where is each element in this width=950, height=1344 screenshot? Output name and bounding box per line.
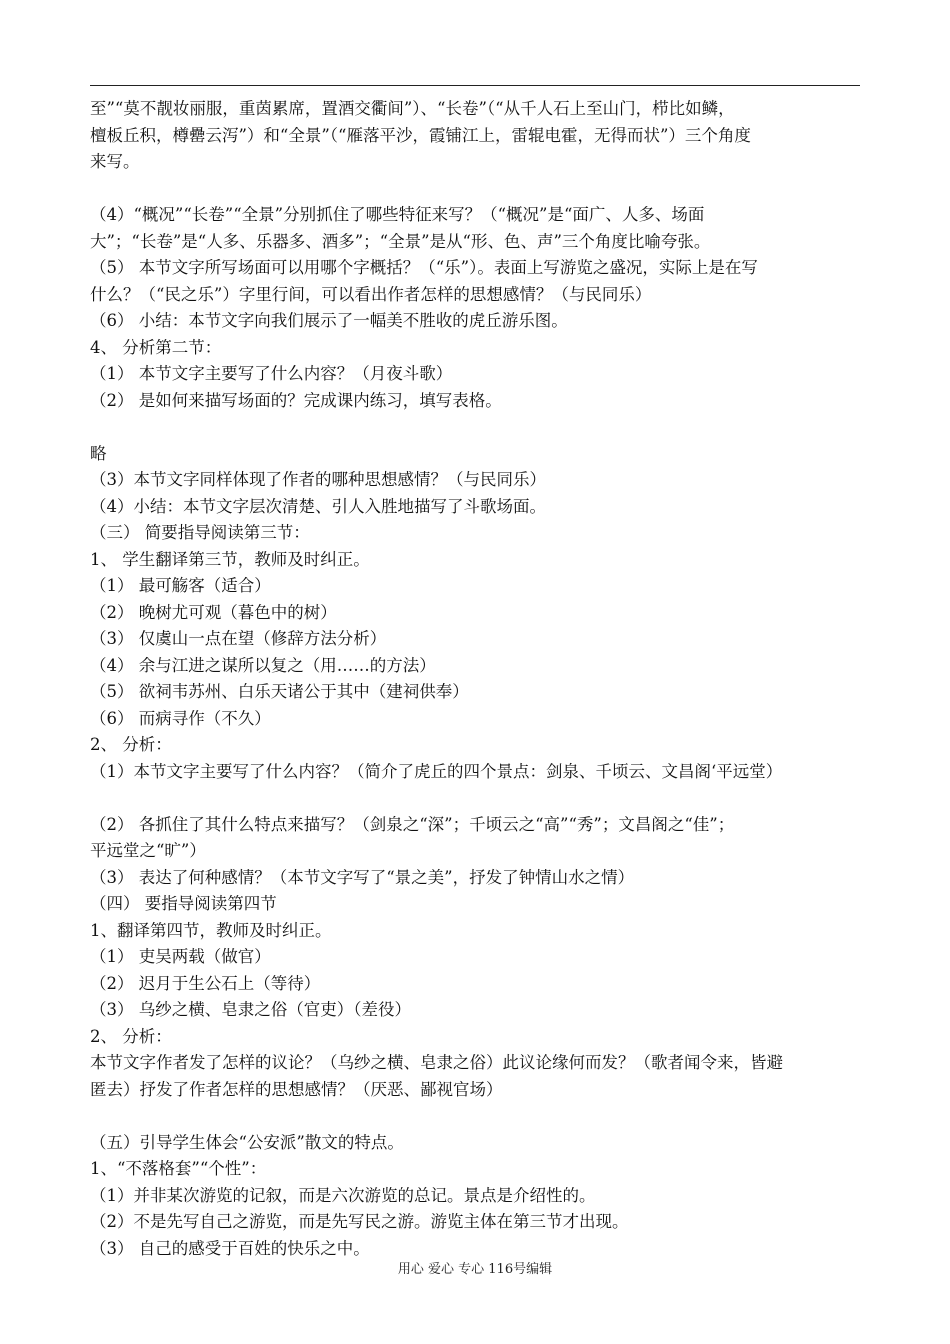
blank-line <box>90 414 860 441</box>
text-line: 至”“莫不靓妆丽服，重茵累席，置酒交衢间”）、“长卷”（“从千人石上至山门，栉比如鳞， <box>90 99 735 118</box>
text-line: （3） 自己的感受于百姓的快乐之中。 <box>90 1238 370 1258</box>
text-line: 2、 分析： <box>90 1026 172 1046</box>
text-line: （4）小结：本节文字层次清楚、引人入胜地描写了斗歌场面。 <box>90 496 546 516</box>
header-rule <box>90 85 860 86</box>
text-line: （1） 本节文字主要写了什么内容？（月夜斗歌） <box>90 364 453 383</box>
text-line: （2） 迟月于生公石上（等待） <box>90 973 321 993</box>
text-line: （6） 小结：本节文字向我们展示了一幅美不胜收的虎丘游乐图。 <box>90 311 568 330</box>
text-line: （5） 欲祠韦苏州、白乐天诸公于其中（建祠供奉） <box>90 682 469 701</box>
text-line: （2） 是如何来描写场面的？完成课内练习，填写表格。 <box>90 390 502 410</box>
text-line: 大”；“长卷”是“人多、乐器多、酒多”；“全景”是从“形、色、声”三个角度比喻夸张。 <box>90 231 711 251</box>
text-line: （2） 晚树尤可观（暮色中的树） <box>90 602 337 622</box>
text-line: （3） 乌纱之横、皂隶之俗（官吏）（差役） <box>90 1000 411 1019</box>
text-line: 本节文字作者发了怎样的议论？（乌纱之横、皂隶之俗）此议论缘何而发？（歌者闻令来，皆避 <box>90 1053 783 1072</box>
text-line: （五）引导学生体会“公安派”散文的特点。 <box>90 1132 404 1152</box>
text-line: （1） 吏吴两载（做官） <box>90 947 271 966</box>
text-line: 匿去）抒发了作者怎样的思想感情？（厌恶、鄙视官场） <box>90 1079 503 1099</box>
text-line: （四） 要指导阅读第四节 <box>90 894 277 913</box>
text-line: 1、“不落格套”“个性”： <box>90 1159 267 1178</box>
text-line: （2） 各抓住了其什么特点来描写？（剑泉之“深”；千顷云之“高”“秀”；文昌阁之“佳”； <box>90 814 735 834</box>
blank-line <box>90 785 860 812</box>
blank-line <box>90 176 860 203</box>
text-line: 略 <box>90 443 107 463</box>
text-line: 来写。 <box>90 152 140 171</box>
text-line: （2）不是先写自己之游览，而是先写民之游。游览主体在第三节才出现。 <box>90 1212 629 1231</box>
text-line: （1）并非某次游览的记叙，而是六次游览的总记。景点是介绍性的。 <box>90 1185 596 1205</box>
text-line: 什么？（“民之乐”）字里行间，可以看出作者怎样的思想感情？（与民同乐） <box>90 284 652 304</box>
text-line: （4）“概况”“长卷”“全景”分别抓住了哪些特征来写？（“概况”是“面广、人多、场面 <box>90 205 705 224</box>
text-line: 1、翻译第四节，教师及时纠正。 <box>90 920 332 940</box>
text-line: （5） 本节文字所写场面可以用哪个字概括？（“乐”）。表面上写游览之盛况，实际上是在写 <box>90 258 758 277</box>
text-line: 4、 分析第二节： <box>90 337 222 357</box>
text-line: （3） 表达了何种感情？（本节文字写了“景之美”，抒发了钟情山水之情） <box>90 867 635 887</box>
text-line: 平远堂之“旷”） <box>90 841 206 860</box>
text-line: 檀板丘积，樽罍云泻”）和“全景”（“雁落平沙，霞铺江上，雷辊电霍，无得而状”）三个角度 <box>90 125 751 145</box>
text-line: 2、 分析： <box>90 735 172 754</box>
blank-line <box>90 1103 860 1130</box>
text-line: （3）本节文字同样体现了作者的哪种思想感情？（与民同乐） <box>90 470 546 489</box>
text-line: 1、 学生翻译第三节，教师及时纠正。 <box>90 549 370 569</box>
text-line: （1）本节文字主要写了什么内容？（简介了虎丘的四个景点：剑泉、千顷云、文昌阁‘平远堂） <box>90 761 783 781</box>
text-line: （4） 余与江进之谋所以复之（用……的方法） <box>90 655 436 675</box>
text-line: （三） 简要指导阅读第三节： <box>90 523 310 542</box>
body-text <box>90 96 860 1262</box>
text-line: （6） 而病寻作（不久） <box>90 708 271 728</box>
page-footer: 用心 爱心 专心 116号编辑 <box>397 1262 553 1277</box>
text-line: （1） 最可觞客（适合） <box>90 576 271 595</box>
text-line: （3） 仅虞山一点在望（修辞方法分析） <box>90 629 387 648</box>
